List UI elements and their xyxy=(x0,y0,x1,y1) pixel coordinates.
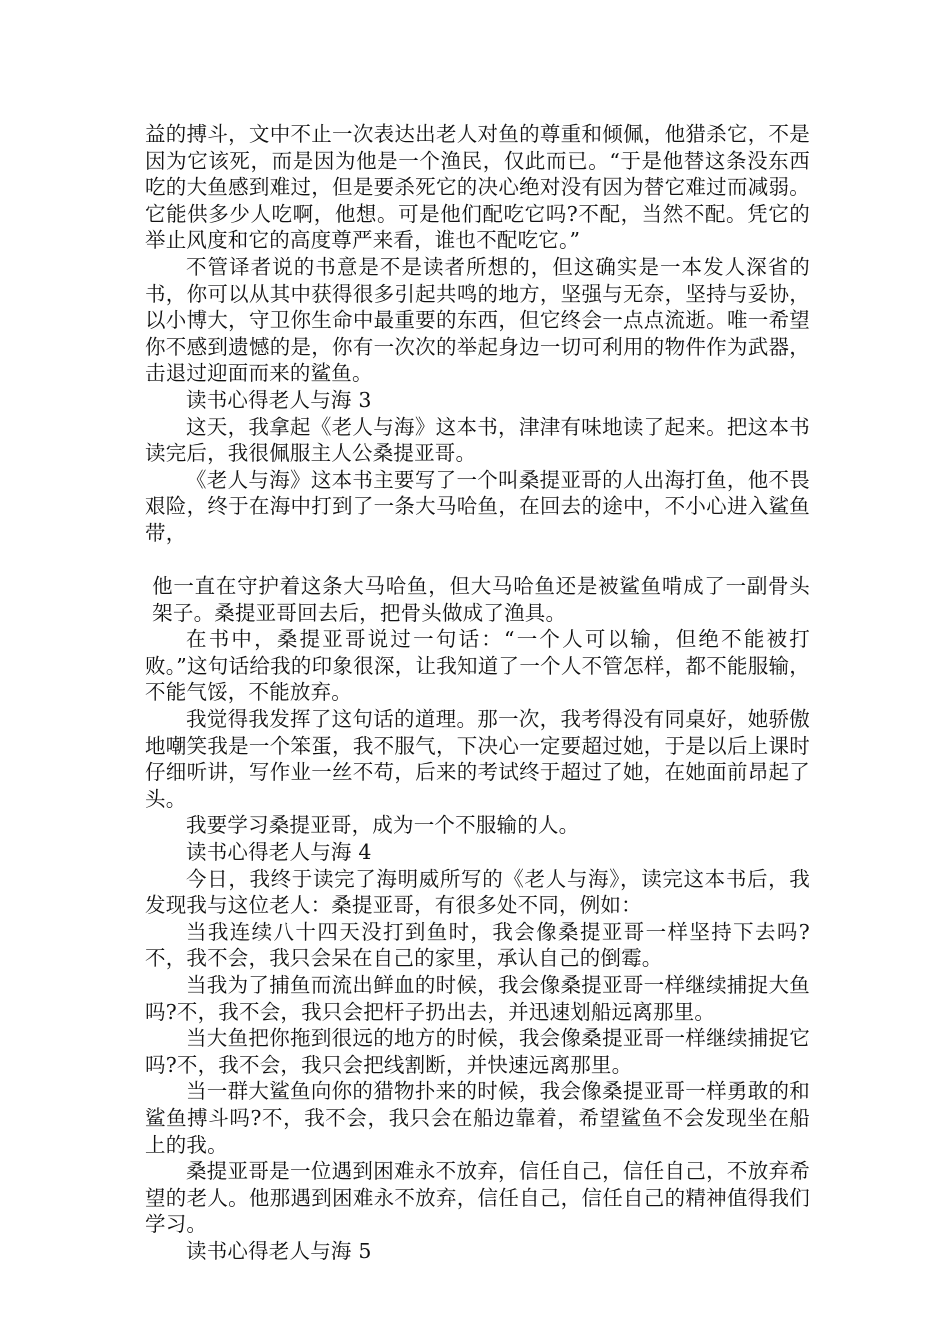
document-page xyxy=(145,121,810,1265)
paragraph: 当一群大鲨鱼向你的猎物扑来的时候，我会像桑提亚哥一样勇敢的和鲨鱼搏斗吗?不，我不会，我只会在船边靠着，希望鲨鱼不会发现坐在船上的我。 xyxy=(145,1079,810,1157)
paragraph-continuation: 益的搏斗，文中不止一次表达出老人对鱼的尊重和倾佩，他猎杀它，不是因为它该死，而是因为他是一个渔民，仅此而已。“于是他替这条没东西吃的大鱼感到难过，但是要杀死它的决心绝对没有因为替它难过而减弱。它能供多少人吃啊，他想。可是他们配吃它吗?不配，当然不配。凭它的举止风度和它的高度尊严来看，谁也不配吃它。” xyxy=(145,122,810,253)
paragraph: 当我连续八十四天没打到鱼时，我会像桑提亚哥一样坚持下去吗?不，我不会，我只会呆在自己的家里，承认自己的倒霉。 xyxy=(145,919,810,971)
paragraph: 当大鱼把你拖到很远的地方的时候，我会像桑提亚哥一样继续捕捉它吗?不，我不会，我只会把线割断，并快速远离那里。 xyxy=(145,1026,810,1077)
section-heading-3: 读书心得老人与海 3 xyxy=(186,387,372,412)
section-heading-4: 读书心得老人与海 4 xyxy=(186,840,372,865)
paragraph-reflection: 不管译者说的书意是不是读者所想的，但这确实是一本发人深省的书，你可以从其中获得很多引起共鸣的地方，坚强与无奈，坚持与妥协，以小博大，守卫你生命中最重要的东西，但它终会一点点流逝。唯一希望你不感到遗憾的是，你有一次次的举起身边一切可利用的物件作为武器，击退过迎面而来的鲨鱼。 xyxy=(145,254,810,386)
paragraph: 桑提亚哥是一位遇到困难永不放弃，信任自己，信任自己，不放弃希望的老人。他那遇到困难永不放弃，信任自己，信任自己的精神值得我们学习。 xyxy=(145,1159,810,1237)
paragraph: 这天，我拿起《老人与海》这本书，津津有味地读了起来。把这本书读完后，我很佩服主人公桑提亚哥。 xyxy=(145,414,810,466)
paragraph-after-break: 他一直在守护着这条大马哈鱼，但大马哈鱼还是被鲨鱼啃成了一副骨头架子。桑提亚哥回去后，把骨头做成了渔具。 xyxy=(152,574,810,625)
paragraph: 《老人与海》这本书主要写了一个叫桑提亚哥的人出海打鱼，他不畏艰险，终于在海中打到了一条大马哈鱼，在回去的途中，不小心进入鲨鱼带， xyxy=(145,467,810,545)
paragraph: 我要学习桑提亚哥，成为一个不服输的人。 xyxy=(186,813,580,838)
paragraph: 当我为了捕鱼而流出鲜血的时候，我会像桑提亚哥一样继续捕捉大鱼吗?不，我不会，我只会把杆子扔出去，并迅速划船远离那里。 xyxy=(145,973,810,1024)
paragraph: 今日，我终于读完了海明威所写的《老人与海》，读完这本书后，我发现我与这位老人：桑提亚哥，有很多处不同，例如： xyxy=(145,866,810,918)
paragraph: 我觉得我发挥了这句话的道理。那一次，我考得没有同桌好，她骄傲地嘲笑我是一个笨蛋，我不服气，下决心一定要超过她，于是以后上课时仔细听讲，写作业一丝不苟，后来的考试终于超过了她，在她面前昂起了头。 xyxy=(145,707,810,811)
paragraph-quote: 在书中，桑提亚哥说过一句话：“一个人可以输，但绝不能被打败。”这句话给我的印象很深，让我知道了一个人不管怎样，都不能服输，不能气馁，不能放弃。 xyxy=(145,627,810,705)
section-heading-5: 读书心得老人与海 5 xyxy=(186,1238,372,1263)
